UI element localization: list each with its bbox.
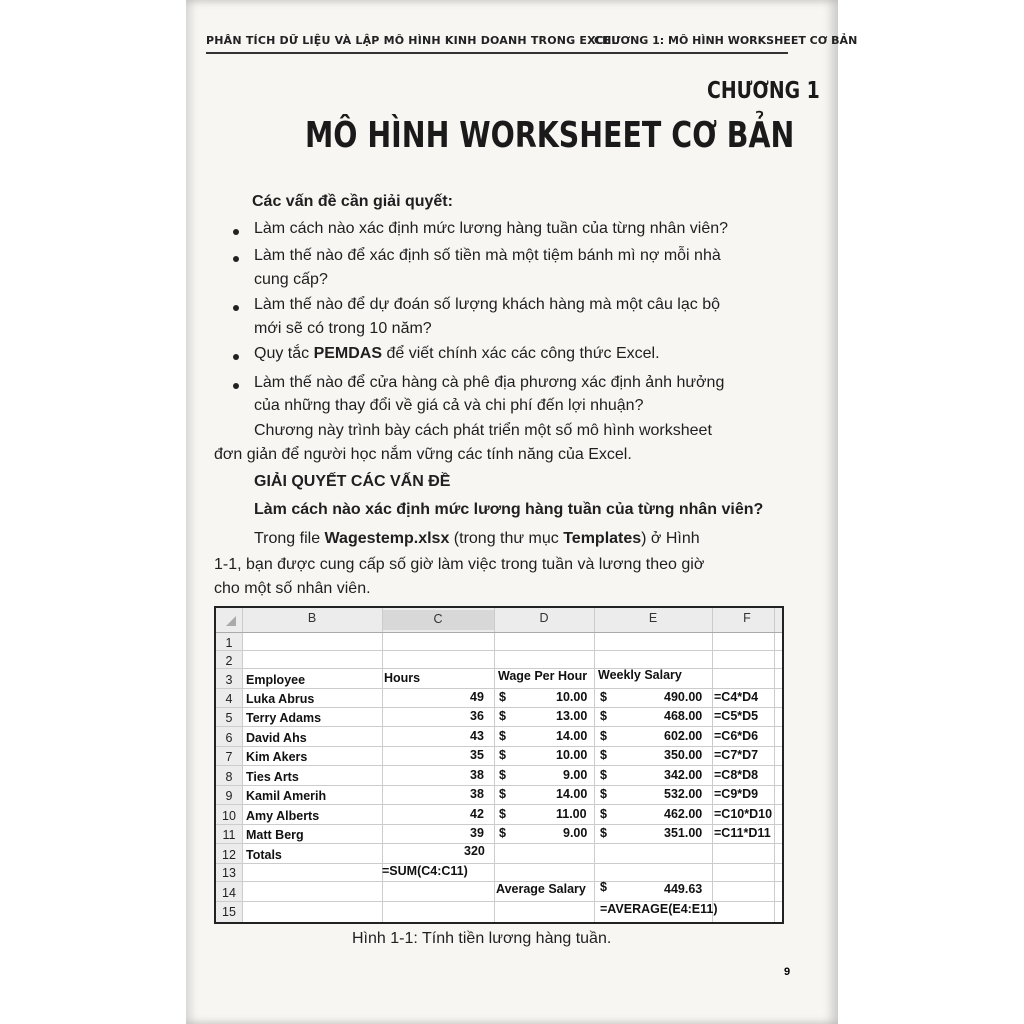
chapter-number: CHƯƠNG 1: [707, 78, 820, 104]
wage-value: 11.00: [556, 807, 587, 821]
employee-name: Terry Adams: [246, 711, 322, 725]
row-number: 4: [225, 692, 233, 706]
column-header: D: [539, 611, 549, 625]
wage-value: 9.00: [563, 826, 588, 840]
currency-sign: $: [499, 768, 506, 782]
body-paragraph: 1-1, bạn được cung cấp số giờ làm việc trong tuần và lương theo giờ: [214, 556, 705, 573]
salary-value: 490.00: [664, 690, 703, 704]
salary-value: 462.00: [664, 807, 703, 821]
salary-formula: =C6*D6: [714, 729, 759, 743]
bullet-dot: [233, 305, 239, 311]
average-value: 449.63: [664, 882, 703, 896]
salary-formula: =C7*D7: [714, 748, 759, 762]
column-header: F: [743, 611, 751, 625]
header-rule: [206, 52, 788, 54]
bullet-dot: [233, 256, 239, 262]
salary-formula: =C10*D10: [714, 807, 773, 821]
chapter-title: MÔ HÌNH WORKSHEET CƠ BẢN: [305, 115, 795, 156]
problems-heading: Các vấn đề cần giải quyết:: [252, 193, 453, 210]
average-formula: =AVERAGE(E4:E11): [600, 902, 718, 916]
currency-sign: $: [499, 690, 506, 704]
bullet-dot: [233, 229, 239, 235]
bullet-text: Làm cách nào xác định mức lương hàng tuần của từng nhân viên?: [254, 220, 729, 237]
row-number: 12: [222, 848, 236, 862]
hours-value: 49: [470, 690, 484, 704]
header-salary: Weekly Salary: [598, 668, 682, 682]
section-question: Làm cách nào xác định mức lương hàng tuần của từng nhân viên?: [254, 501, 764, 518]
row-number: 1: [225, 636, 233, 650]
select-all-icon: [226, 616, 236, 626]
row-number: 6: [225, 731, 233, 745]
wage-value: 14.00: [556, 787, 588, 801]
column-header: E: [648, 611, 658, 625]
row-number: 15: [222, 905, 236, 919]
bullet-text: Làm thế nào để cửa hàng cà phê địa phương xác định ảnh hưởng: [254, 374, 725, 391]
hours-value: 38: [470, 768, 484, 782]
bullet-text: Quy tắc PEMDAS để viết chính xác các công thức Excel.: [254, 345, 660, 362]
body-paragraph: Chương này trình bày cách phát triển một số mô hình worksheet: [254, 422, 712, 439]
row-number: 7: [225, 750, 233, 764]
hours-value: 36: [470, 709, 484, 723]
row-number: 11: [222, 828, 236, 842]
bullet-text: Làm thế nào để xác định số tiền mà một tiệm bánh mì nợ mỗi nhà: [254, 247, 721, 264]
employee-name: Amy Alberts: [246, 809, 320, 823]
currency-sign: $: [499, 807, 506, 821]
employee-name: Luka Abrus: [246, 692, 315, 706]
currency-sign: $: [499, 729, 506, 743]
row-number: 3: [225, 673, 233, 687]
row-number: 13: [222, 866, 236, 880]
salary-value: 532.00: [664, 787, 703, 801]
wage-value: 13.00: [556, 709, 588, 723]
body-paragraph: đơn giản để người học nắm vững các tính năng của Excel.: [214, 446, 632, 463]
salary-formula: =C9*D9: [714, 787, 759, 801]
employee-name: Ties Arts: [246, 770, 299, 784]
currency-sign: $: [600, 787, 607, 801]
row-number: 5: [225, 711, 233, 725]
totals-value: 320: [464, 844, 485, 858]
hours-value: 39: [470, 826, 484, 840]
row-number: 9: [225, 789, 233, 803]
running-header-left: PHÂN TÍCH DỮ LIỆU VÀ LẬP MÔ HÌNH KINH DOANH TRONG EXCEL: [206, 34, 619, 47]
hours-value: 38: [470, 787, 484, 801]
wage-value: 10.00: [556, 690, 588, 704]
salary-formula: =C11*D11: [714, 826, 771, 840]
page-number: 9: [784, 966, 791, 978]
salary-value: 350.00: [664, 748, 703, 762]
currency-sign: $: [600, 807, 607, 821]
header-hours: Hours: [384, 671, 421, 685]
currency-sign: $: [600, 690, 607, 704]
employee-name: Matt Berg: [246, 828, 304, 842]
row-number: 10: [222, 809, 236, 823]
currency-sign: $: [600, 880, 607, 894]
bullet-dot: [233, 383, 239, 389]
running-header-right: CHƯƠNG 1: MÔ HÌNH WORKSHEET CƠ BẢN: [594, 34, 858, 47]
salary-formula: =C8*D8: [714, 768, 759, 782]
row-number: 2: [225, 654, 233, 668]
hours-value: 35: [470, 748, 484, 762]
currency-sign: $: [499, 787, 506, 801]
spreadsheet-figure: [214, 606, 784, 924]
employee-name: Kamil Amerih: [246, 789, 327, 803]
salary-value: 351.00: [664, 826, 703, 840]
sum-formula: =SUM(C4:C11): [382, 864, 468, 878]
currency-sign: $: [499, 826, 506, 840]
column-header: C: [382, 610, 494, 630]
row-number: 14: [222, 886, 236, 900]
wage-value: 9.00: [563, 768, 588, 782]
currency-sign: $: [600, 768, 607, 782]
row-number: 8: [225, 770, 233, 784]
bullet-text: Làm thế nào để dự đoán số lượng khách hàng mà một câu lạc bộ: [254, 296, 720, 313]
currency-sign: $: [600, 826, 607, 840]
currency-sign: $: [499, 748, 506, 762]
wage-value: 14.00: [556, 729, 588, 743]
employee-name: Kim Akers: [246, 750, 308, 764]
currency-sign: $: [499, 709, 506, 723]
bullet-text: của những thay đổi về giá cả và chi phí đến lợi nhuận?: [254, 397, 644, 414]
header-employee: Employee: [246, 673, 306, 687]
totals-label: Totals: [246, 848, 282, 862]
currency-sign: $: [600, 709, 607, 723]
bullet-text: cung cấp?: [254, 271, 328, 288]
employee-name: David Ahs: [246, 731, 307, 745]
figure-caption: Hình 1-1: Tính tiền lương hàng tuần.: [352, 930, 612, 947]
wage-value: 10.00: [556, 748, 588, 762]
bullet-dot: [233, 354, 239, 360]
body-paragraph: Trong file Wagestemp.xlsx (trong thư mục Templates) ở Hình: [254, 530, 700, 547]
average-label: Average Salary: [496, 882, 586, 896]
hours-value: 42: [470, 807, 484, 821]
salary-value: 468.00: [664, 709, 703, 723]
bullet-text: mới sẽ có trong 10 năm?: [254, 320, 432, 337]
hours-value: 43: [470, 729, 484, 743]
header-wage: Wage Per Hour: [498, 669, 588, 683]
currency-sign: $: [600, 748, 607, 762]
salary-value: 342.00: [664, 768, 703, 782]
body-paragraph: cho một số nhân viên.: [214, 580, 371, 597]
salary-formula: =C4*D4: [714, 690, 759, 704]
currency-sign: $: [600, 729, 607, 743]
section-heading: GIẢI QUYẾT CÁC VẤN ĐỀ: [254, 473, 451, 490]
column-header: B: [307, 611, 317, 625]
salary-value: 602.00: [664, 729, 703, 743]
salary-formula: =C5*D5: [714, 709, 759, 723]
